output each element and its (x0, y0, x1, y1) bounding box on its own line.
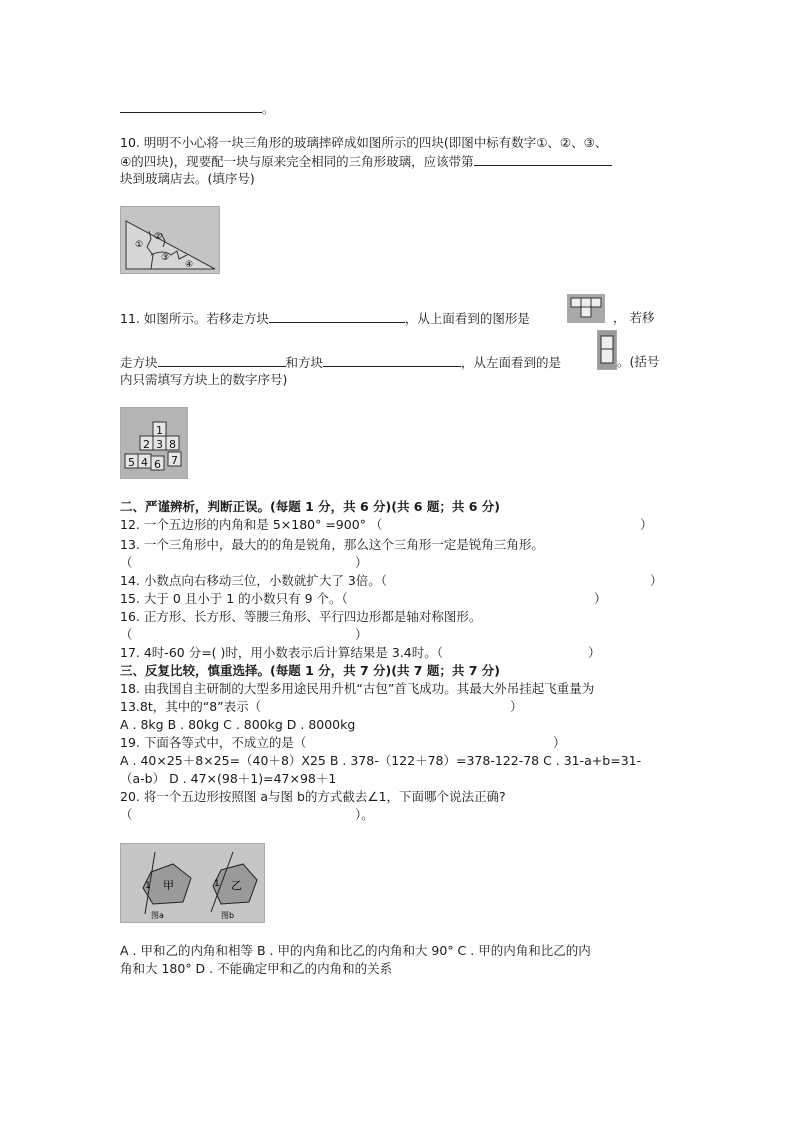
q13-paren-close: ） (355, 555, 368, 570)
q13-paren-open: （ (120, 555, 133, 570)
section2-heading: 二、严谨辨析，判断正误。(每题 1 分，共 6 分)(共 6 题；共 6 分) (120, 499, 500, 514)
q11-answer-blank-3[interactable] (323, 354, 461, 367)
cube-3: 3 (156, 438, 163, 451)
left-view-figure (597, 330, 617, 370)
q18-options: A . 8kg B . 80kg C . 800kg D . 8000kg (120, 717, 356, 732)
cube-8: 8 (169, 438, 176, 451)
q17-paren-close: ） (588, 645, 601, 660)
cube-4: 4 (141, 456, 148, 469)
q9-answer-line: 。 (120, 100, 275, 117)
q19-line2: A . 40×25＋8×25=（40＋8）X25 B . 378-（122＋78）=378-122-78 C . 31-a+b=31- (120, 753, 642, 768)
q11-line1-tail: ， 若移 (613, 310, 655, 325)
q14: 14. 小数点向右移动三位，小数就扩大了 3倍。（ (120, 573, 388, 588)
cube-7: 7 (171, 454, 178, 467)
q16-paren-close: ） (355, 627, 368, 642)
q11-line2-tail: 。(括号 (617, 354, 660, 369)
piece-label-2: ② (154, 232, 163, 242)
pentagon-cut-figure (120, 843, 265, 923)
fig-b-label: 乙 (231, 879, 242, 892)
top-view-figure (567, 294, 605, 323)
fig-b-caption: 图b (221, 911, 235, 920)
q19-line3: （a-b） D . 47×(98＋1)=47×98＋1 (120, 771, 337, 786)
cube-5: 5 (128, 456, 135, 469)
q20-options-line1: A . 甲和乙的内角和相等 B . 甲的内角和比乙的内角和大 90° C . 甲的内角和比乙的内 (120, 943, 591, 958)
q18-line2: 13.8t，其中的“8”表示（ (120, 699, 262, 714)
q10-answer-blank[interactable] (474, 153, 612, 166)
q11-answer-blank-1[interactable] (269, 310, 405, 323)
q18-line1: 18. 由我国自主研制的大型多用途民用升机“古包”首飞成功。其最大外吊挂起飞重量为 (120, 681, 595, 696)
piece-label-1: ① (135, 240, 144, 250)
q10-line3: 块到玻璃店去。(填序号) (120, 171, 255, 186)
q16-paren-open: （ (120, 627, 133, 642)
q16: 16. 正方形、长方形、等腰三角形、平行四边形都是轴对称图形。 (120, 609, 482, 624)
q11-answer-blank-2[interactable] (158, 354, 286, 367)
q17: 17. 4时-60 分=( )时，用小数表示后计算结果是 3.4时。（ (120, 645, 443, 660)
q20-options-line2: 角和大 180° D . 不能确定甲和乙的内角和的关系 (120, 961, 393, 976)
section3-heading: 三、反复比较，慎重选择。(每题 1 分，共 7 分)(共 7 题；共 7 分) (120, 663, 500, 678)
fig-b-angle: 1 (214, 879, 220, 889)
q10-line2: ④的四块)，现要配一块与原来完全相同的三角形玻璃，应该带第 (120, 153, 612, 170)
fig-a-caption: 图a (151, 911, 164, 920)
q20-line1: 20. 将一个五边形按照图 a与图 b的方式截去∠1，下面哪个说法正确? (120, 789, 506, 804)
cube-1: 1 (156, 424, 163, 437)
q12: 12. 一个五边形的内角和是 5×180° =900° （ (120, 517, 383, 532)
q18-paren-close: ） (510, 699, 523, 714)
answer-blank[interactable] (120, 100, 262, 113)
piece-label-4: ④ (185, 260, 194, 270)
q19-paren-close: ） (553, 735, 566, 750)
q14-paren-close: ） (650, 573, 663, 588)
piece-label-3: ③ (161, 253, 170, 263)
fig-a-label: 甲 (163, 879, 174, 892)
q10-line1: 10. 明明不小心将一块三角形的玻璃摔碎成如图所示的四块(即图中标有数字①、②、③、 (120, 135, 608, 150)
broken-glass-figure (120, 206, 220, 274)
cube-2: 2 (143, 438, 150, 451)
cube-6: 6 (154, 458, 161, 471)
cube-stack-figure (120, 407, 188, 479)
q15-paren-close: ） (594, 591, 607, 606)
fig-a-angle: 1 (145, 881, 151, 891)
q20-paren-close: ）。 (355, 807, 374, 822)
q11-line3: 内只需填写方块上的数字序号) (120, 372, 288, 387)
q11-line1: 11. 如图所示。若移走方块 ，从上面看到的图形是 (120, 311, 530, 326)
q19-line1: 19. 下面各等式中，不成立的是（ (120, 735, 307, 750)
q12-paren-close: ） (640, 517, 653, 532)
q15: 15. 大于 0 且小于 1 的小数只有 9 个。（ (120, 591, 348, 606)
q13: 13. 一个三角形中，最大的的角是锐角，那么这个三角形一定是锐角三角形。 (120, 537, 544, 552)
q11-line2: 走方块 和方块 ，从左面看到的是 (120, 355, 562, 370)
q20-paren-open: （ (120, 807, 133, 822)
